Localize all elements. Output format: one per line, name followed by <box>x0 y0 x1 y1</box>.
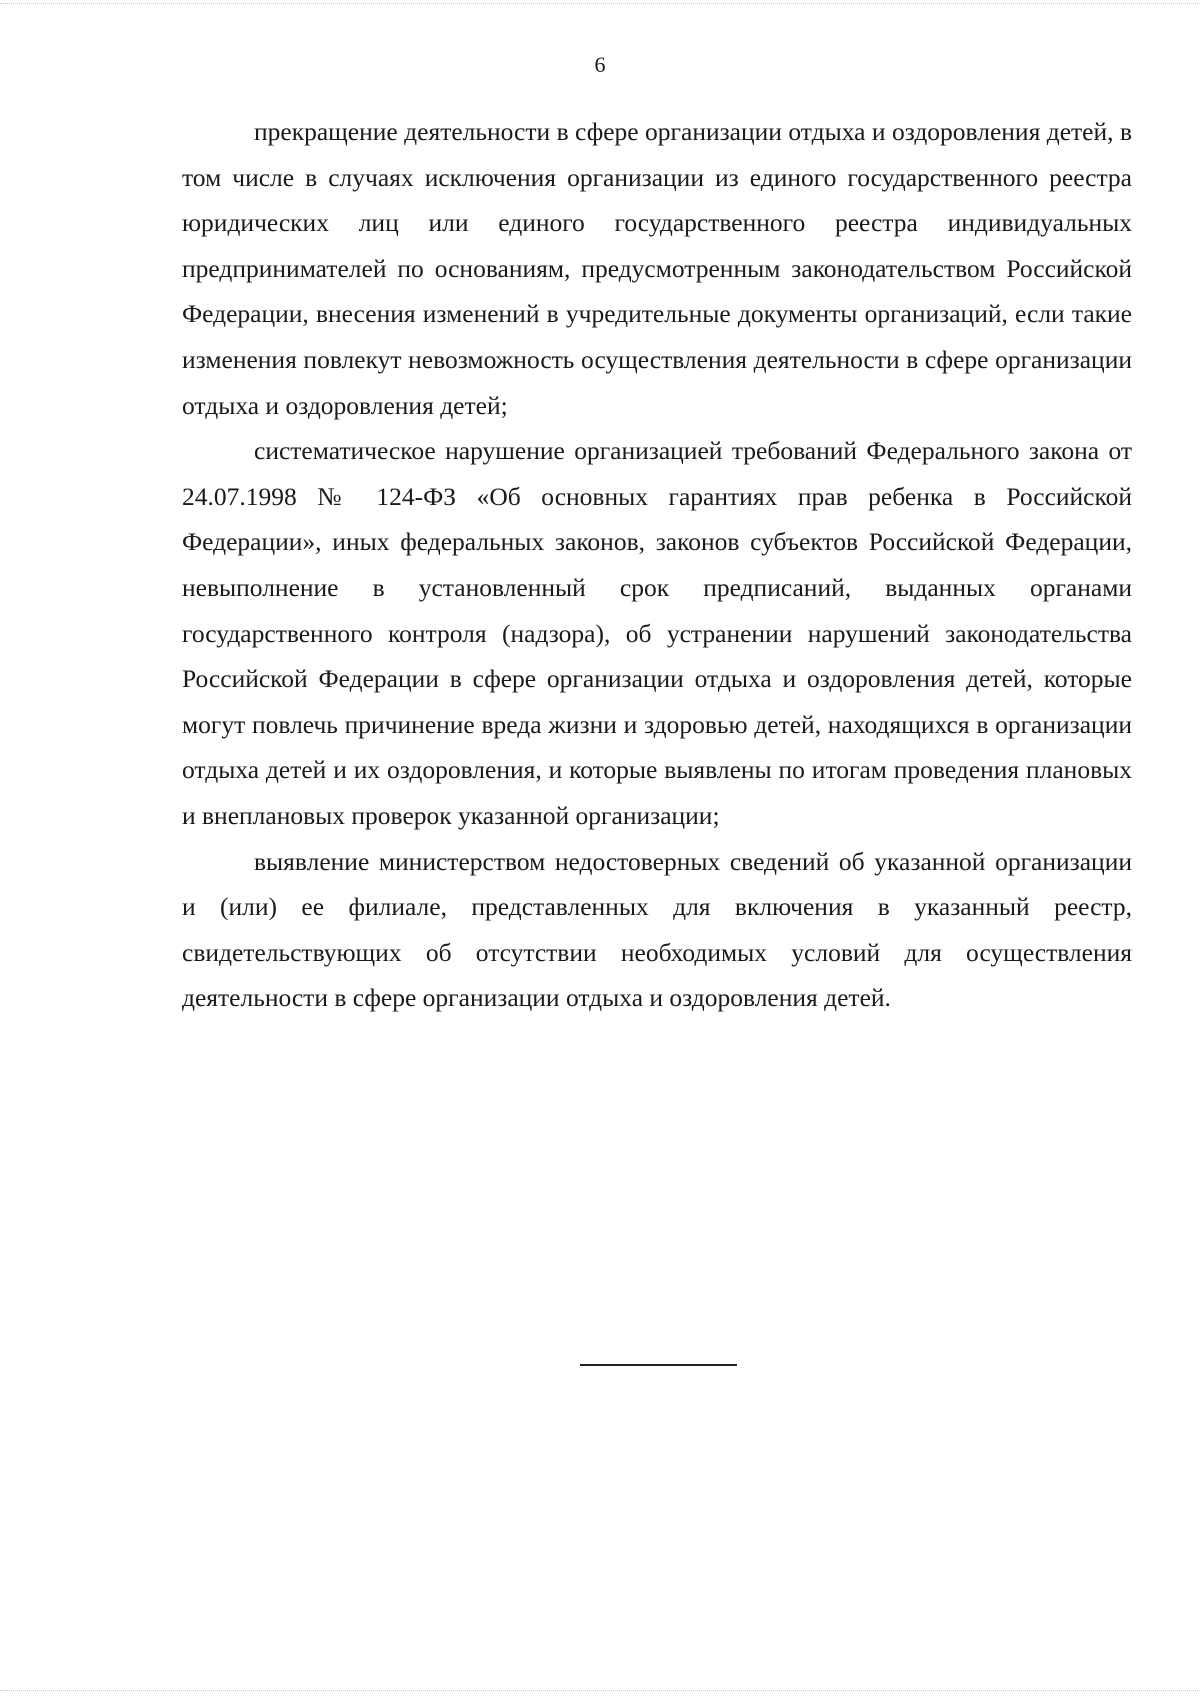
scan-edge-top <box>0 3 1200 4</box>
page-number: 6 <box>594 52 606 77</box>
closing-divider <box>580 1364 737 1366</box>
scan-edge-bottom <box>0 1690 1200 1691</box>
paragraph-systematic-violation: систематическое нарушение организацией требований Федерального закона от 24.07.1998 № 124-ФЗ «Об основных гарантиях прав ребенка в Российской Федерации», иных федеральных законов, законов субъектов Российской Федерации, невыполнение в установленный срок предписаний, выданных органами государственного контроля (надзора), об устранении нарушений законодательства Российской Федерации в сфере организации отдыха и оздоровления детей, которые могут повлечь причинение вреда жизни и здоровью детей, находящихся в организации отдыха детей и их оздоровления, и которые выявлены по итогам проведения плановых и внеплановых проверок указанной организации; <box>182 436 1132 830</box>
paragraph-unreliable-information: выявление министерством недостоверных сведений об указанной организации и (или) ее филиале, представленных для включения в указанный реестр, свидетельствующих об отсутствии необходимых условий для осуществления деятельности в сфере организации отдыха и оздоровления детей. <box>182 846 1132 1013</box>
paragraph-termination-of-activity: прекращение деятельности в сфере организации отдыха и оздоровления детей, в том числе в случаях исключения организации из единого государственного реестра юридических лиц или единого государственного реестра индивидуальных предпринимателей по основаниям, предусмотренным законодательством Российской Федерации, внесения изменений в учредительные документы организаций, если такие изменения повлекут невозможность осуществления деятельности в сфере организации отдыха и оздоровления детей; <box>182 117 1132 420</box>
document-body <box>182 109 1132 1021</box>
